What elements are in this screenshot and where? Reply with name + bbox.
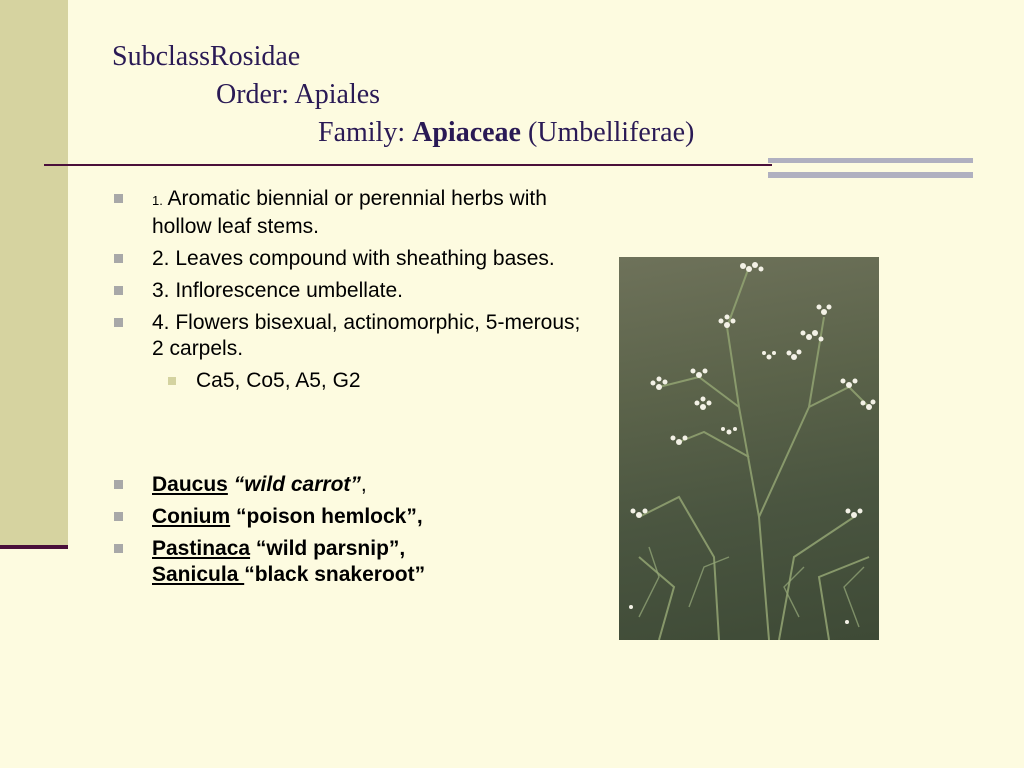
common-name: “poison hemlock”,	[230, 505, 423, 528]
list-item	[114, 472, 584, 498]
trait-text: 3. Inflorescence umbellate.	[152, 279, 403, 302]
genus-name: Sanicula	[152, 563, 245, 586]
bullet-icon	[114, 544, 123, 553]
title-divider	[44, 164, 772, 166]
slide-title	[112, 38, 694, 152]
bullet-icon	[114, 286, 123, 295]
trait-number: 1.	[152, 193, 163, 208]
punctuation: ,	[360, 473, 367, 496]
formula-text: Ca5, Co5, A5, G2	[196, 369, 361, 392]
common-name: “black snakeroot”	[244, 563, 426, 586]
plant-photo	[619, 257, 879, 640]
bullet-icon	[114, 512, 123, 521]
common-name: “wild carrot”	[233, 473, 361, 496]
side-band	[0, 0, 68, 548]
sub-bullet-icon	[168, 377, 176, 385]
bullet-icon	[114, 480, 123, 489]
bullet-icon	[114, 254, 123, 263]
bullet-icon	[114, 318, 123, 327]
decor-bar-top	[768, 158, 973, 163]
trait-text: 2. Leaves compound with sheathing bases.	[152, 247, 555, 270]
decor-bar-bottom	[768, 172, 973, 178]
bullet-icon	[114, 194, 123, 203]
list-item	[114, 278, 584, 304]
title-subclass: SubclassRosidae	[112, 41, 301, 72]
side-rule	[0, 545, 68, 549]
umbel-plant-icon	[619, 257, 879, 640]
title-order: Order: Apiales	[216, 79, 381, 110]
list-item	[114, 186, 584, 240]
list-item	[114, 536, 584, 588]
title-family-prefix: Family:	[318, 117, 413, 148]
list-item	[114, 310, 584, 362]
genus-name: Conium	[152, 505, 231, 528]
title-family-alt: (Umbelliferae)	[520, 117, 695, 148]
title-family-name: Apiaceae	[412, 117, 521, 148]
trait-text: 4. Flowers bisexual, actinomorphic, 5-merous; 2 carpels.	[152, 311, 581, 360]
title-family	[112, 114, 694, 152]
list-item	[114, 246, 584, 272]
common-name: “wild parsnip”,	[250, 537, 406, 560]
genus-name: Daucus	[152, 473, 228, 496]
genus-name: Pastinaca	[152, 537, 251, 560]
content-list	[114, 186, 584, 594]
floral-formula	[114, 368, 584, 394]
list-item	[114, 504, 584, 530]
trait-text: Aromatic biennial or perennial herbs with hollow leaf stems.	[152, 187, 547, 238]
